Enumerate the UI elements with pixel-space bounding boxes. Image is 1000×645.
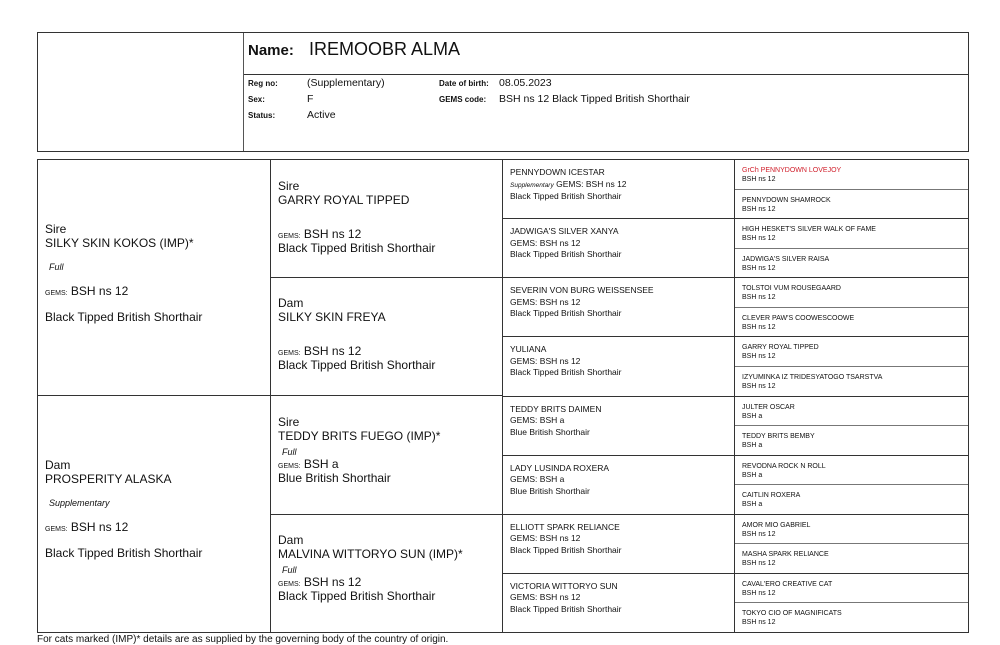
register-type: Full <box>282 447 297 457</box>
cat-name: GARRY ROYAL TIPPED <box>742 344 819 352</box>
register-type: Full <box>282 565 297 575</box>
gems-code: BSH ns 12 <box>585 178 627 189</box>
cat-name: MASHA SPARK RELIANCE <box>742 551 829 559</box>
gems-prefix: GEMS: <box>278 233 301 240</box>
great-grandparent <box>503 397 734 456</box>
gems-code: BSH ns 12 <box>742 353 776 361</box>
name-label: Name: <box>248 42 294 59</box>
cat-name: TEDDY BRITS BEMBY <box>742 433 815 441</box>
cat-name: GARRY ROYAL TIPPED <box>278 193 410 207</box>
gems-prefix: GEMS: <box>510 474 538 485</box>
great-great-grandparent <box>735 308 968 338</box>
gems-prefix: GEMS: <box>510 296 538 307</box>
breed: Black Tipped British Shorthair <box>278 358 436 372</box>
sex-value: F <box>307 93 314 105</box>
status-label: Status: <box>248 111 276 120</box>
gems-prefix: GEMS: <box>278 463 301 470</box>
gems-code: BSH a <box>742 412 763 420</box>
cat-name: TOLSTOI VUM ROUSEGAARD <box>742 285 841 293</box>
great-grandparent <box>503 160 734 219</box>
great-great-grandparent <box>735 603 968 633</box>
breed: Blue British Shorthair <box>278 471 391 485</box>
gems-prefix: GEMS: <box>510 415 538 425</box>
gems-code: BSH ns 12 <box>742 560 776 568</box>
header-blank-panel <box>38 33 244 151</box>
gems-code: BSH ns 12 <box>742 382 776 390</box>
gems-code: BSH ns 12 <box>70 520 129 534</box>
breed: Black Tipped British Shorthair <box>510 544 622 555</box>
great-great-grandparent <box>735 456 968 486</box>
cat-name: CLEVER PAW'S COOWESCOOWE <box>742 314 855 322</box>
breed: Blue British Shorthair <box>510 426 590 437</box>
gems-code: BSH a <box>742 501 763 509</box>
great-great-grandparent <box>735 574 968 604</box>
breed: Black Tipped British Shorthair <box>510 603 622 614</box>
cat-name: CAVAL'ERO CREATIVE CAT <box>742 580 833 588</box>
cat-name: CAITLIN ROXERA <box>742 492 801 500</box>
cat-name: PROSPERITY ALASKA <box>45 472 172 486</box>
register-type: Full <box>49 262 64 272</box>
cat-name: PENNYDOWN SHAMROCK <box>742 196 831 204</box>
cat-name: SILKY SKIN FREYA <box>278 310 386 324</box>
gems-code: BSH ns 12 <box>539 296 581 307</box>
reg-no-label: Reg no: <box>248 79 278 88</box>
gems-code: BSH ns 12 <box>539 592 581 603</box>
gems-code: BSH ns 12 <box>742 323 776 331</box>
grandparent <box>271 160 502 278</box>
cat-name: LADY LUSINDA ROXERA <box>510 462 610 473</box>
register-type: Supplementary <box>510 181 554 189</box>
great-great-grandparent <box>735 485 968 515</box>
gems-prefix: GEMS: <box>45 526 68 533</box>
great-great-grandparent <box>735 367 968 397</box>
great-great-grandparent <box>735 397 968 427</box>
great-great-grandparent <box>735 426 968 456</box>
gems-prefix: GEMS: <box>510 237 538 248</box>
name-row <box>244 33 968 75</box>
great-grandparent <box>503 337 734 396</box>
parent-dam <box>38 396 270 633</box>
cat-name: YULIANA <box>510 344 547 355</box>
gems-code: BSH a <box>742 442 763 450</box>
sex-label: Sex: <box>248 95 265 104</box>
gems-prefix: GEMS: <box>278 350 301 357</box>
cat-name: TEDDY BRITS DAIMEN <box>510 403 602 414</box>
gems-code: BSH ns 12 <box>742 235 776 243</box>
generation-great-grandparents <box>503 160 735 632</box>
gems-code: BSH a <box>539 474 565 485</box>
gems-code: BSH ns 12 <box>303 227 362 241</box>
gems-code: BSH ns 12 <box>539 237 581 248</box>
great-great-grandparent <box>735 249 968 279</box>
role-label: Sire <box>278 179 300 193</box>
generation-parents <box>38 160 271 632</box>
reg-no-value: (Supplementary) <box>307 77 385 89</box>
cat-name: SILKY SKIN KOKOS (IMP)* <box>45 236 194 250</box>
great-great-grandparent <box>735 190 968 220</box>
role-label: Sire <box>278 415 300 429</box>
cat-header <box>37 32 969 152</box>
cat-name: REVODNA ROCK N ROLL <box>742 462 826 470</box>
cat-name: ELLIOTT SPARK RELIANCE <box>510 521 620 532</box>
cat-name: VICTORIA WITTORYO SUN <box>510 580 618 591</box>
dob-label: Date of birth: <box>439 79 489 88</box>
status-value: Active <box>307 109 336 121</box>
cat-name: MALVINA WITTORYO SUN (IMP)* <box>278 547 463 561</box>
register-type: Supplementary <box>49 498 110 508</box>
cat-name: JULTER OSCAR <box>742 403 795 411</box>
great-great-grandparent <box>735 337 968 367</box>
gems-code: BSH ns 12 <box>742 589 776 597</box>
great-grandparent <box>503 456 734 515</box>
cat-name: JADWIGA'S SILVER XANYA <box>510 226 619 237</box>
cat-name: IZYUMINKA IZ TRIDESYATOGO TSARSTVA <box>742 373 883 381</box>
parent-sire <box>38 160 270 396</box>
gems-code: BSH ns 12 <box>539 533 581 544</box>
gems-prefix: GEMS: <box>278 581 301 588</box>
grandparent <box>271 396 502 515</box>
pedigree-table <box>37 159 969 633</box>
breed: Blue British Shorthair <box>510 485 590 496</box>
gems-code: BSH a <box>742 471 763 479</box>
gems-code-label: GEMS code: <box>439 95 487 104</box>
great-grandparent <box>503 219 734 278</box>
role-label: Sire <box>45 222 67 236</box>
cat-name: GrCh PENNYDOWN LOVEJOY <box>742 167 842 174</box>
breed: Black Tipped British Shorthair <box>510 249 622 260</box>
gems-code: BSH ns 12 <box>742 205 776 213</box>
gems-prefix: GEMS: <box>556 178 584 189</box>
cat-name: TOKYO CIO OF MAGNIFICATS <box>742 610 842 618</box>
grandparent <box>271 278 502 396</box>
gems-prefix: GEMS: <box>510 533 538 544</box>
gems-prefix: GEMS: <box>45 290 68 297</box>
great-grandparent <box>503 574 734 633</box>
breed: Black Tipped British Shorthair <box>45 310 203 324</box>
cat-name: HIGH HESKET'S SILVER WALK OF FAME <box>742 226 876 234</box>
cat-name: PENNYDOWN ICESTAR <box>510 167 605 177</box>
cat-name: AMOR MIO GABRIEL <box>742 521 811 529</box>
role-label: Dam <box>278 296 304 310</box>
breed: Black Tipped British Shorthair <box>510 308 622 319</box>
gems-code: BSH ns 12 <box>303 575 362 589</box>
gems-code: BSH ns 12 <box>742 619 776 627</box>
dob-value: 08.05.2023 <box>499 77 552 89</box>
generation-great-great-grandparents <box>735 160 968 632</box>
breed: Black Tipped British Shorthair <box>510 191 622 201</box>
gems-code: BSH ns 12 <box>742 176 776 183</box>
cat-name: IREMOOBR ALMA <box>309 39 461 59</box>
breed: Black Tipped British Shorthair <box>278 241 436 255</box>
grandparent <box>271 515 502 633</box>
gems-code: BSH ns 12 <box>539 355 581 366</box>
great-great-grandparent <box>735 544 968 574</box>
breed: Black Tipped British Shorthair <box>45 546 203 560</box>
role-label: Dam <box>278 533 304 547</box>
gems-code: BSH ns 12 <box>70 284 129 298</box>
gems-prefix: GEMS: <box>510 355 538 366</box>
breed: Black Tipped British Shorthair <box>510 367 622 378</box>
generation-grandparents <box>271 160 503 632</box>
gems-code: BSH ns 12 <box>742 294 776 302</box>
gems-code: BSH a <box>303 457 339 471</box>
gems-code: BSH ns 12 <box>742 530 776 538</box>
footer-note: For cats marked (IMP)* details are as supplied by the governing body of the country of origin. <box>37 634 449 645</box>
cat-name: JADWIGA'S SILVER RAISA <box>742 255 830 263</box>
great-grandparent <box>503 515 734 574</box>
great-great-grandparent <box>735 278 968 308</box>
great-grandparent <box>503 278 734 337</box>
gems-prefix: GEMS: <box>510 592 538 603</box>
great-great-grandparent <box>735 219 968 249</box>
breed: Black Tipped British Shorthair <box>278 589 436 603</box>
gems-code: BSH ns 12 <box>303 344 362 358</box>
role-label: Dam <box>45 458 71 472</box>
gems-code: BSH a <box>539 415 565 425</box>
gems-code-value: BSH ns 12 Black Tipped British Shorthair <box>499 93 690 105</box>
cat-name: SEVERIN VON BURG WEISSENSEE <box>510 285 654 296</box>
great-great-grandparent <box>735 160 968 190</box>
great-great-grandparent <box>735 515 968 545</box>
cat-name: TEDDY BRITS FUEGO (IMP)* <box>278 429 441 443</box>
gems-code: BSH ns 12 <box>742 264 776 272</box>
